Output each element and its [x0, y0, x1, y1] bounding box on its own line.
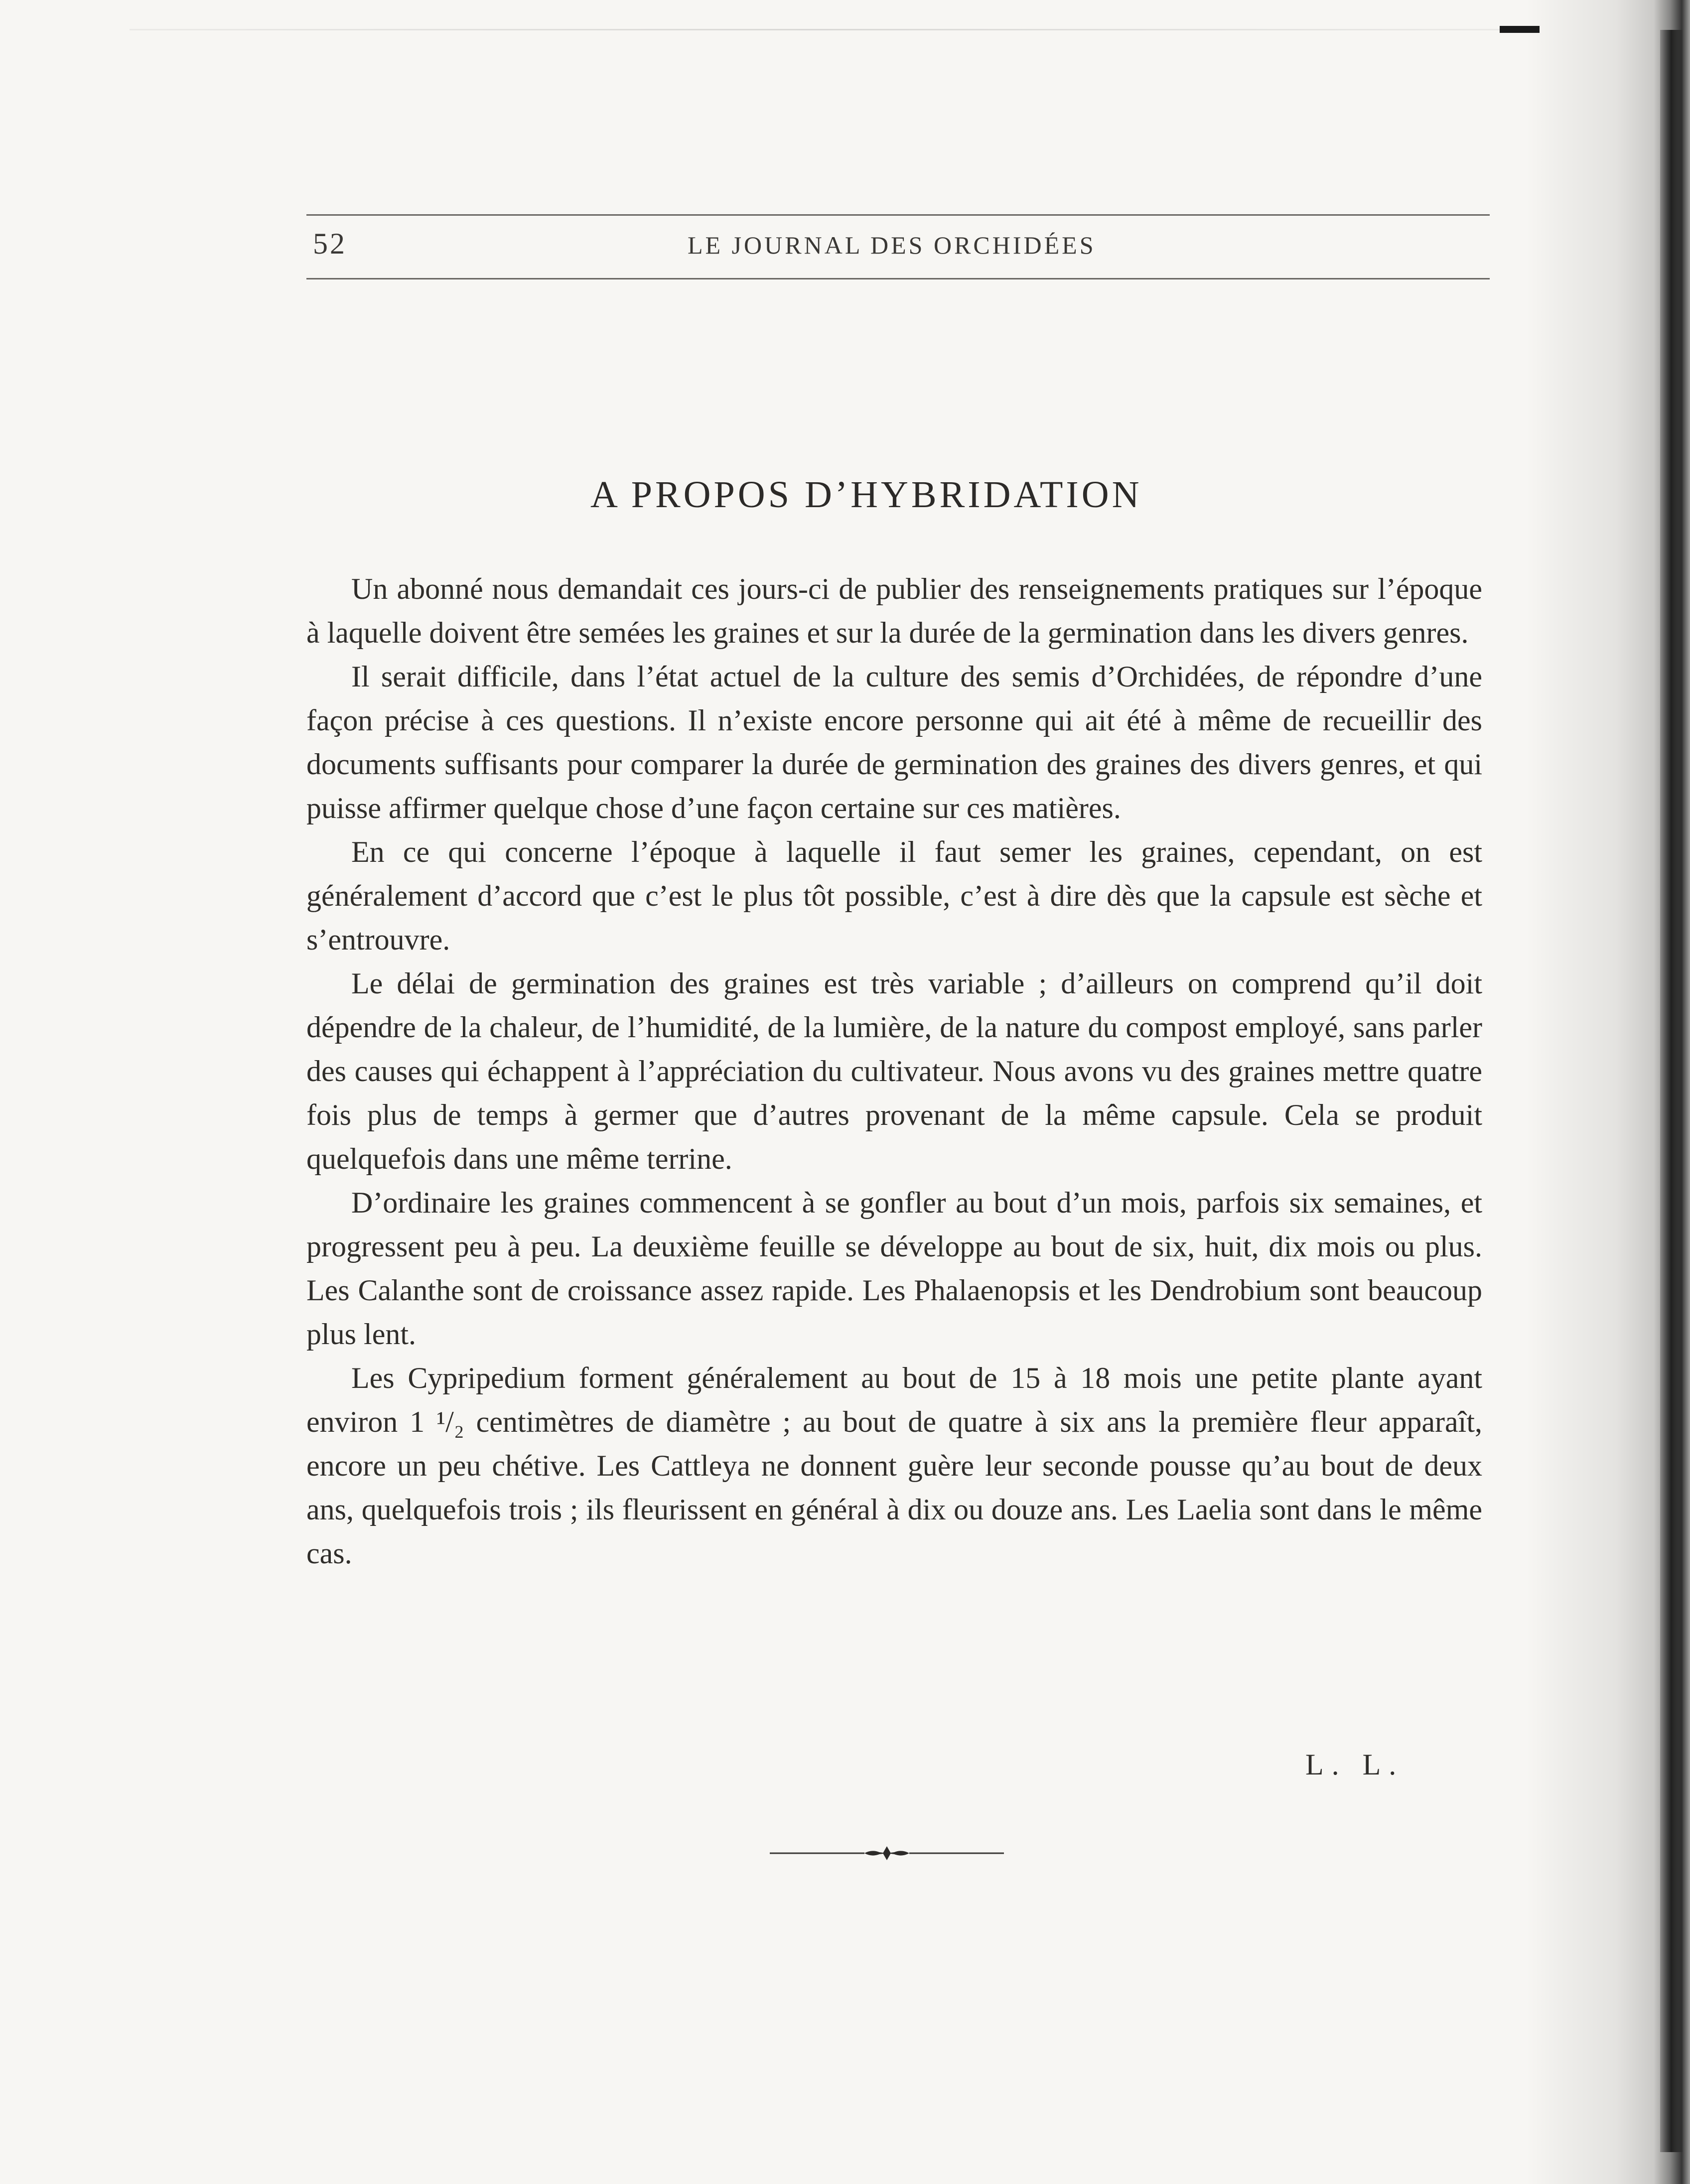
binding-shadow — [1526, 0, 1690, 2184]
scan-artifact-line — [130, 29, 1500, 30]
paragraph-3: En ce qui concerne l’époque à laquelle il faut semer les graines, cependant, on est généralement d’accord que c’est le plus tôt possible, c’est à dire dès que la capsule est sèche et s’entrouvre. — [306, 835, 1482, 956]
paragraph-6: Les Cypripedium forment généralement au bout de 15 à 18 mois une petite plante ayant environ 1 ¹/₂ centimètres de diamètre ; au bout de quatre à six ans la première fleur apparaît, encore un peu chétive. Les Cattleya ne donnent guère leur seconde pousse qu’au bout de deux ans, quelquefois trois ; ils fleurissent en général à dix ou douze ans. Les Laelia sont dans le même cas. — [306, 1362, 1482, 1570]
binding-edge — [1660, 30, 1683, 2152]
page-number: 52 — [313, 227, 347, 260]
paragraph-2: Il serait difficile, dans l’état actuel de la culture des semis d’Orchidées, de répondre d’une façon précise à ces questions. Il n’existe encore personne qui ait été à même de recueillir des documents suffisants pour comparer la durée de germination des graines des divers genres, et qui puisse affirmer quelque chose d’une façon certaine sur ces matières. — [306, 660, 1482, 824]
article-body — [306, 567, 1482, 1575]
running-title: LE JOURNAL DES ORCHIDÉES — [688, 231, 1096, 259]
header-rule-bottom — [306, 278, 1490, 279]
paragraph-4: Le délai de germination des graines est très variable ; d’ailleurs on comprend qu’il doit dépendre de la chaleur, de l’humidité, de la lumière, de la nature du compost employé, sans parler des causes qui échappent à l’appréciation du cultivateur. Nous avons vu des graines mettre quatre fois plus de temps à germer que d’autres provenant de la même capsule. Cela se produit quelquefois dans une même terrine. — [306, 967, 1482, 1175]
scan-edge-mark — [1500, 26, 1540, 33]
article-title: A PROPOS D’HYBRIDATION — [590, 474, 1142, 516]
paragraph-1: Un abonné nous demandait ces jours-ci de publier des renseignements pratiques sur l’époque à laquelle doivent être semées les graines et sur la durée de la germination dans les divers genres. — [306, 572, 1482, 649]
header-rule-top — [306, 214, 1490, 216]
paragraph-5: D’ordinaire les graines commencent à se gonfler au bout d’un mois, parfois six semaines, et progressent peu à peu. La deuxième feuille se développe au bout de six, huit, dix mois ou plus. Les Calanthe sont de croissance assez rapide. Les Phalaenopsis et les Dendrobium sont beaucoup plus lent. — [306, 1186, 1482, 1351]
author-signature: L. L. — [1305, 1748, 1405, 1781]
fleuron-ornament-icon — [770, 1843, 1004, 1863]
